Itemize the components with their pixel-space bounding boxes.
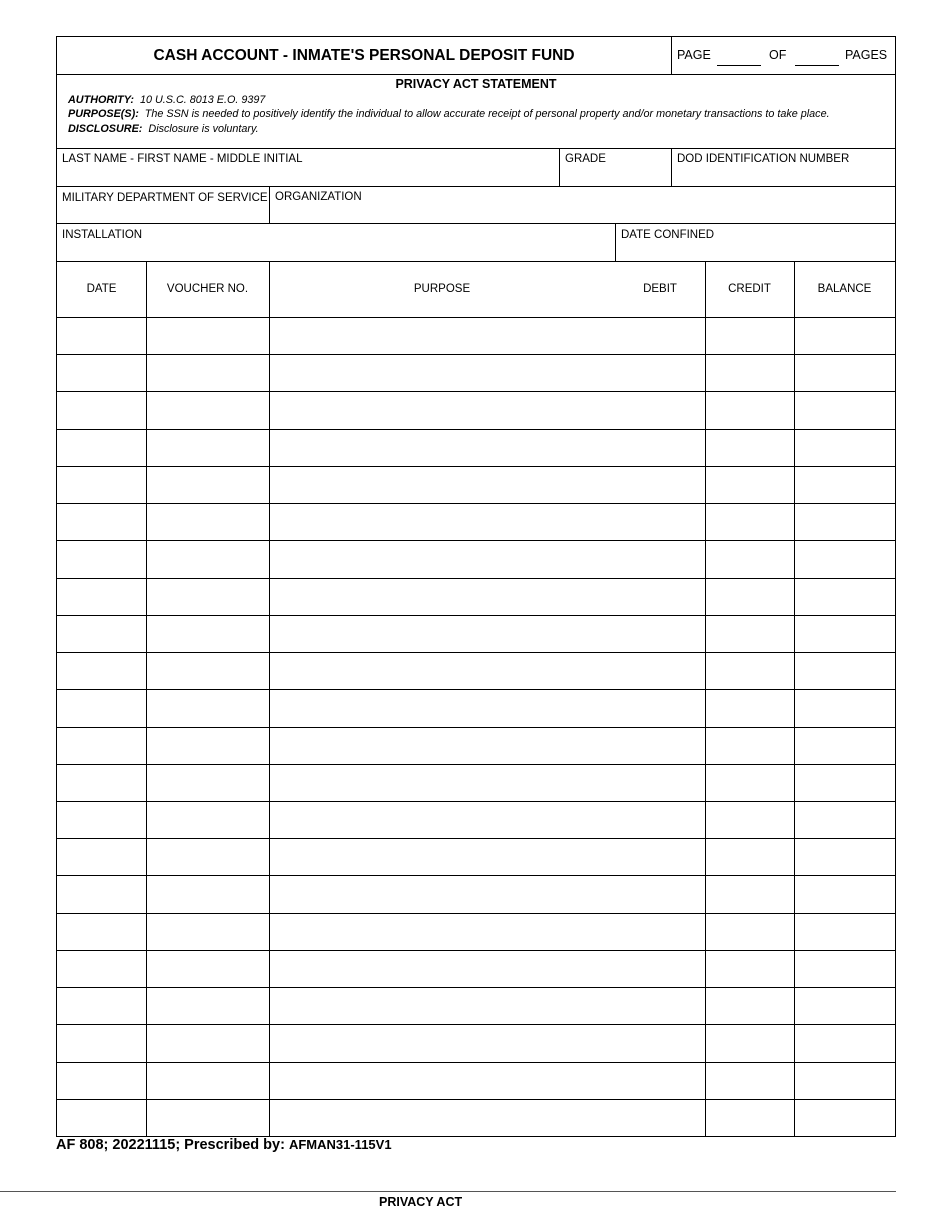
balance-cell[interactable] <box>794 951 895 987</box>
column-divider <box>794 261 795 1136</box>
table-row <box>57 950 895 987</box>
column-header-debit: DEBIT <box>643 283 677 295</box>
balance-cell[interactable] <box>794 579 895 615</box>
purpose-cell[interactable] <box>269 1025 615 1061</box>
table-row <box>57 838 895 875</box>
credit-cell[interactable] <box>705 430 794 466</box>
debit-cell[interactable] <box>615 653 705 689</box>
dod-id-field[interactable] <box>671 148 895 186</box>
date-cell[interactable] <box>57 579 146 615</box>
date-cell[interactable] <box>57 839 146 875</box>
form-id-text: AF 808; 20221115; Prescribed by: <box>56 1137 289 1153</box>
table-row <box>57 987 895 1024</box>
balance-cell[interactable] <box>794 1025 895 1061</box>
privacy-act-heading: PRIVACY ACT STATEMENT <box>395 77 557 91</box>
balance-cell[interactable] <box>794 914 895 950</box>
purpose-cell[interactable] <box>269 355 615 391</box>
balance-cell[interactable] <box>794 616 895 652</box>
total-pages-field[interactable] <box>795 65 839 66</box>
credit-cell[interactable] <box>705 690 794 726</box>
of-label: OF <box>769 48 787 62</box>
table-row <box>57 727 895 764</box>
table-row <box>57 615 895 652</box>
purpose-text: The SSN is needed to positively identify the individual to allow accurate receipt of personal property and/or monetary transactions to take place. <box>144 108 830 120</box>
voucher-cell[interactable] <box>146 430 269 466</box>
column-header-voucher: VOUCHER NO. <box>166 283 249 295</box>
voucher-cell[interactable] <box>146 616 269 652</box>
debit-cell[interactable] <box>615 318 705 354</box>
table-row <box>57 503 895 540</box>
credit-cell[interactable] <box>705 728 794 764</box>
date-confined-field[interactable] <box>615 223 895 261</box>
voucher-cell[interactable] <box>146 951 269 987</box>
form-title: CASH ACCOUNT - INMATE'S PERSONAL DEPOSIT FUND <box>153 46 575 64</box>
purpose-cell[interactable] <box>269 541 615 577</box>
date-cell[interactable] <box>57 1025 146 1061</box>
date-cell[interactable] <box>57 1100 146 1136</box>
date-cell[interactable] <box>57 802 146 838</box>
military-department-field[interactable] <box>57 186 269 223</box>
table-row <box>57 1024 895 1061</box>
table-row <box>57 429 895 466</box>
balance-cell[interactable] <box>794 802 895 838</box>
voucher-cell[interactable] <box>146 579 269 615</box>
voucher-cell[interactable] <box>146 467 269 503</box>
divider <box>57 74 895 75</box>
date-cell[interactable] <box>57 914 146 950</box>
name-field-label: LAST NAME - FIRST NAME - MIDDLE INITIAL <box>62 153 303 165</box>
credit-cell[interactable] <box>705 318 794 354</box>
credit-cell[interactable] <box>705 876 794 912</box>
table-row <box>57 801 895 838</box>
date-cell[interactable] <box>57 541 146 577</box>
credit-cell[interactable] <box>705 392 794 428</box>
voucher-cell[interactable] <box>146 765 269 801</box>
debit-cell[interactable] <box>615 355 705 391</box>
purpose-cell[interactable] <box>269 802 615 838</box>
purpose-cell[interactable] <box>269 318 615 354</box>
voucher-cell[interactable] <box>146 839 269 875</box>
page-label: PAGE <box>677 48 711 62</box>
authority-label: AUTHORITY: <box>68 94 134 106</box>
prescribed-by-text: AFMAN31-115V1 <box>288 1137 392 1152</box>
balance-cell[interactable] <box>794 1063 895 1099</box>
purpose-cell[interactable] <box>269 728 615 764</box>
balance-cell[interactable] <box>794 765 895 801</box>
balance-cell[interactable] <box>794 392 895 428</box>
privacy-act-footer: PRIVACY ACT <box>379 1195 463 1209</box>
credit-cell[interactable] <box>705 1025 794 1061</box>
form-frame <box>56 36 896 1137</box>
balance-cell[interactable] <box>794 430 895 466</box>
balance-cell[interactable] <box>794 690 895 726</box>
purpose-cell[interactable] <box>269 504 615 540</box>
credit-cell[interactable] <box>705 355 794 391</box>
debit-cell[interactable] <box>615 839 705 875</box>
column-header-date: DATE <box>86 283 117 295</box>
purpose-cell[interactable] <box>269 839 615 875</box>
debit-cell[interactable] <box>615 988 705 1024</box>
form-identifier <box>56 1137 392 1153</box>
column-header-purpose: PURPOSE <box>413 283 471 295</box>
date-cell[interactable] <box>57 876 146 912</box>
credit-cell[interactable] <box>705 579 794 615</box>
column-header-balance: BALANCE <box>817 283 872 295</box>
table-row <box>57 578 895 615</box>
date-cell[interactable] <box>57 765 146 801</box>
voucher-cell[interactable] <box>146 541 269 577</box>
balance-cell[interactable] <box>794 467 895 503</box>
debit-cell[interactable] <box>615 728 705 764</box>
credit-cell[interactable] <box>705 616 794 652</box>
purpose-cell[interactable] <box>269 765 615 801</box>
installation-field[interactable] <box>57 223 615 261</box>
table-row <box>57 317 895 354</box>
balance-cell[interactable] <box>794 876 895 912</box>
table-row <box>57 875 895 912</box>
purpose-line <box>68 108 830 120</box>
voucher-cell[interactable] <box>146 1025 269 1061</box>
voucher-cell[interactable] <box>146 318 269 354</box>
purpose-cell[interactable] <box>269 430 615 466</box>
purpose-cell[interactable] <box>269 392 615 428</box>
credit-cell[interactable] <box>705 988 794 1024</box>
credit-cell[interactable] <box>705 765 794 801</box>
balance-cell[interactable] <box>794 1100 895 1136</box>
purpose-cell[interactable] <box>269 616 615 652</box>
ledger-table <box>57 317 895 1136</box>
debit-cell[interactable] <box>615 1100 705 1136</box>
date-cell[interactable] <box>57 392 146 428</box>
table-row <box>57 764 895 801</box>
credit-cell[interactable] <box>705 1100 794 1136</box>
name-field[interactable] <box>57 148 559 186</box>
debit-cell[interactable] <box>615 690 705 726</box>
voucher-cell[interactable] <box>146 504 269 540</box>
purpose-cell[interactable] <box>269 579 615 615</box>
voucher-cell[interactable] <box>146 914 269 950</box>
pages-label: PAGES <box>845 48 888 62</box>
date-cell[interactable] <box>57 616 146 652</box>
column-header-credit: CREDIT <box>728 283 771 295</box>
purpose-cell[interactable] <box>269 951 615 987</box>
voucher-cell[interactable] <box>146 392 269 428</box>
debit-cell[interactable] <box>615 616 705 652</box>
purpose-cell[interactable] <box>269 690 615 726</box>
purpose-cell[interactable] <box>269 1100 615 1136</box>
table-row <box>57 913 895 950</box>
credit-cell[interactable] <box>705 802 794 838</box>
debit-cell[interactable] <box>615 914 705 950</box>
credit-cell[interactable] <box>705 504 794 540</box>
debit-cell[interactable] <box>615 951 705 987</box>
date-cell[interactable] <box>57 988 146 1024</box>
credit-cell[interactable] <box>705 951 794 987</box>
voucher-cell[interactable] <box>146 876 269 912</box>
debit-cell[interactable] <box>615 579 705 615</box>
credit-cell[interactable] <box>705 1063 794 1099</box>
page-count-box <box>671 37 896 74</box>
table-row <box>57 466 895 503</box>
debit-cell[interactable] <box>615 876 705 912</box>
authority-line <box>68 94 265 106</box>
column-divider <box>269 261 270 1136</box>
date-cell[interactable] <box>57 467 146 503</box>
date-cell[interactable] <box>57 504 146 540</box>
grade-field-label: GRADE <box>565 153 606 165</box>
table-row <box>57 391 895 428</box>
purpose-cell[interactable] <box>269 876 615 912</box>
date-cell[interactable] <box>57 690 146 726</box>
table-row <box>57 689 895 726</box>
debit-cell[interactable] <box>615 765 705 801</box>
table-row <box>57 354 895 391</box>
credit-cell[interactable] <box>705 653 794 689</box>
footer-rule <box>0 1191 896 1192</box>
disclosure-label: DISCLOSURE: <box>68 123 143 135</box>
balance-cell[interactable] <box>794 541 895 577</box>
dod-id-field-label: DOD IDENTIFICATION NUMBER <box>677 153 850 165</box>
voucher-cell[interactable] <box>146 690 269 726</box>
voucher-cell[interactable] <box>146 355 269 391</box>
organization-label: ORGANIZATION <box>275 191 362 203</box>
military-department-label: MILITARY DEPARTMENT OF SERVICE <box>62 192 268 204</box>
installation-label: INSTALLATION <box>62 229 143 241</box>
date-cell[interactable] <box>57 1063 146 1099</box>
credit-cell[interactable] <box>705 914 794 950</box>
credit-cell[interactable] <box>705 541 794 577</box>
balance-cell[interactable] <box>794 988 895 1024</box>
debit-cell[interactable] <box>615 802 705 838</box>
table-row <box>57 1062 895 1099</box>
date-cell[interactable] <box>57 951 146 987</box>
date-cell[interactable] <box>57 728 146 764</box>
table-row <box>57 540 895 577</box>
voucher-cell[interactable] <box>146 653 269 689</box>
page-number-field[interactable] <box>717 65 761 66</box>
debit-cell[interactable] <box>615 1063 705 1099</box>
balance-cell[interactable] <box>794 653 895 689</box>
voucher-cell[interactable] <box>146 1100 269 1136</box>
table-row <box>57 652 895 689</box>
table-row <box>57 1099 895 1136</box>
grade-field[interactable] <box>559 148 671 186</box>
voucher-cell[interactable] <box>146 802 269 838</box>
purpose-cell[interactable] <box>269 467 615 503</box>
voucher-cell[interactable] <box>146 988 269 1024</box>
debit-cell[interactable] <box>615 430 705 466</box>
debit-cell[interactable] <box>615 392 705 428</box>
purpose-label: PURPOSE(S): <box>68 108 139 120</box>
balance-cell[interactable] <box>794 728 895 764</box>
debit-cell[interactable] <box>615 504 705 540</box>
debit-cell[interactable] <box>615 467 705 503</box>
date-cell[interactable] <box>57 318 146 354</box>
disclosure-text: Disclosure is voluntary. <box>148 123 259 135</box>
voucher-cell[interactable] <box>146 1063 269 1099</box>
balance-cell[interactable] <box>794 504 895 540</box>
date-confined-label: DATE CONFINED <box>621 229 715 241</box>
credit-cell[interactable] <box>705 467 794 503</box>
debit-cell[interactable] <box>615 541 705 577</box>
balance-cell[interactable] <box>794 355 895 391</box>
balance-cell[interactable] <box>794 318 895 354</box>
purpose-cell[interactable] <box>269 914 615 950</box>
purpose-cell[interactable] <box>269 653 615 689</box>
organization-field[interactable] <box>269 186 895 223</box>
date-cell[interactable] <box>57 430 146 466</box>
credit-cell[interactable] <box>705 839 794 875</box>
date-cell[interactable] <box>57 653 146 689</box>
purpose-cell[interactable] <box>269 988 615 1024</box>
column-divider <box>146 261 147 1136</box>
debit-cell[interactable] <box>615 1025 705 1061</box>
column-divider <box>705 261 706 1136</box>
date-cell[interactable] <box>57 355 146 391</box>
voucher-cell[interactable] <box>146 728 269 764</box>
disclosure-line <box>68 123 259 135</box>
balance-cell[interactable] <box>794 839 895 875</box>
authority-text: 10 U.S.C. 8013 E.O. 9397 <box>139 94 266 106</box>
purpose-cell[interactable] <box>269 1063 615 1099</box>
